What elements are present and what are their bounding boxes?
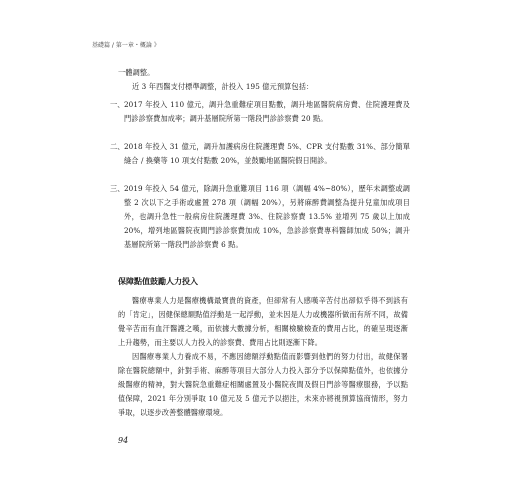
list-item	[110, 182, 410, 252]
page-number: 94	[118, 436, 129, 445]
section-heading: 保障點值鼓勵人力投入	[118, 277, 198, 286]
section-paragraph: 因醫療專業人力養成不易，不應因總額浮動點值而影響到他們的努力付出，故健保署除在醫院總額中，針對手術、麻醉等項目大部分人力投入部分予以保障點值外，也依據分級醫療的精神，對大醫院急重難症相關處置及小醫院夜間及假日門診等醫療服務，予以點值保障，2021 年分別爭取 10 億元及 5 億元予以挹注，未來亦將視預算協商情形，努力爭取，以逐步改善整體醫療環境。	[118, 352, 408, 417]
running-header: 基礎篇 / 第一章・概論 》	[92, 42, 160, 49]
intro-line: 一體調整。	[118, 68, 155, 77]
lead-paragraph: 近 3 年西醫支付標準調整，計投入 195 億元預算包括：	[132, 82, 314, 91]
list-item-number: 三、	[110, 184, 125, 193]
list-item-text: 2018 年投入 31 億元，調升加護病房住院護理費 5%、CPR 支付點數 31%、部分簡單縫合 / 換藥等 10 項支付點數 20%，並鼓勵地區醫院假日開診。	[124, 142, 410, 165]
section-paragraph: 醫療專業人力是醫療機構最寶貴的資產，但卻常有人感嘆辛苦付出卻似乎得不到該有的「肯定」，因健保總額點值浮動是一起浮動，並未因是人力或機器所做而有所不同，故備覺辛苦而有血汗醫護之嘆，而依據大數據分析，相關檢驗檢查的費用占比，的確呈現逐漸上升趨勢，而主要以人力投入的診察費、費用占比則逐漸下降。	[118, 296, 408, 347]
list-item-text: 2019 年投入 54 億元，除調升急重難項目 116 項（調幅 4%~80%），歷年未調整或調整 2 次以下之手術或處置 278 項（調幅 20%），另將麻醉費調整為提升兒童加成項目外，也調升急性一般病房住院護理費 3%、住院診察費 13.5% 並增列 75 歲以上加成 20%，增列地區醫院夜間門診診察費加成 10%，急診診察費專科醫師加成 50%；調升基層院所第一階段門診診察費 6 點。	[124, 184, 410, 249]
list-item-text: 2017 年投入 110 億元，調升急重難症項目點數，調升地區醫院病房費、住院護理費及門診診察費加成率；調升基層院所第一階段門診診察費 20 點。	[124, 100, 410, 123]
list-item-number: 一、	[110, 100, 125, 109]
list-item-number: 二、	[110, 142, 125, 151]
list-item	[110, 140, 410, 168]
list-item	[110, 98, 410, 126]
